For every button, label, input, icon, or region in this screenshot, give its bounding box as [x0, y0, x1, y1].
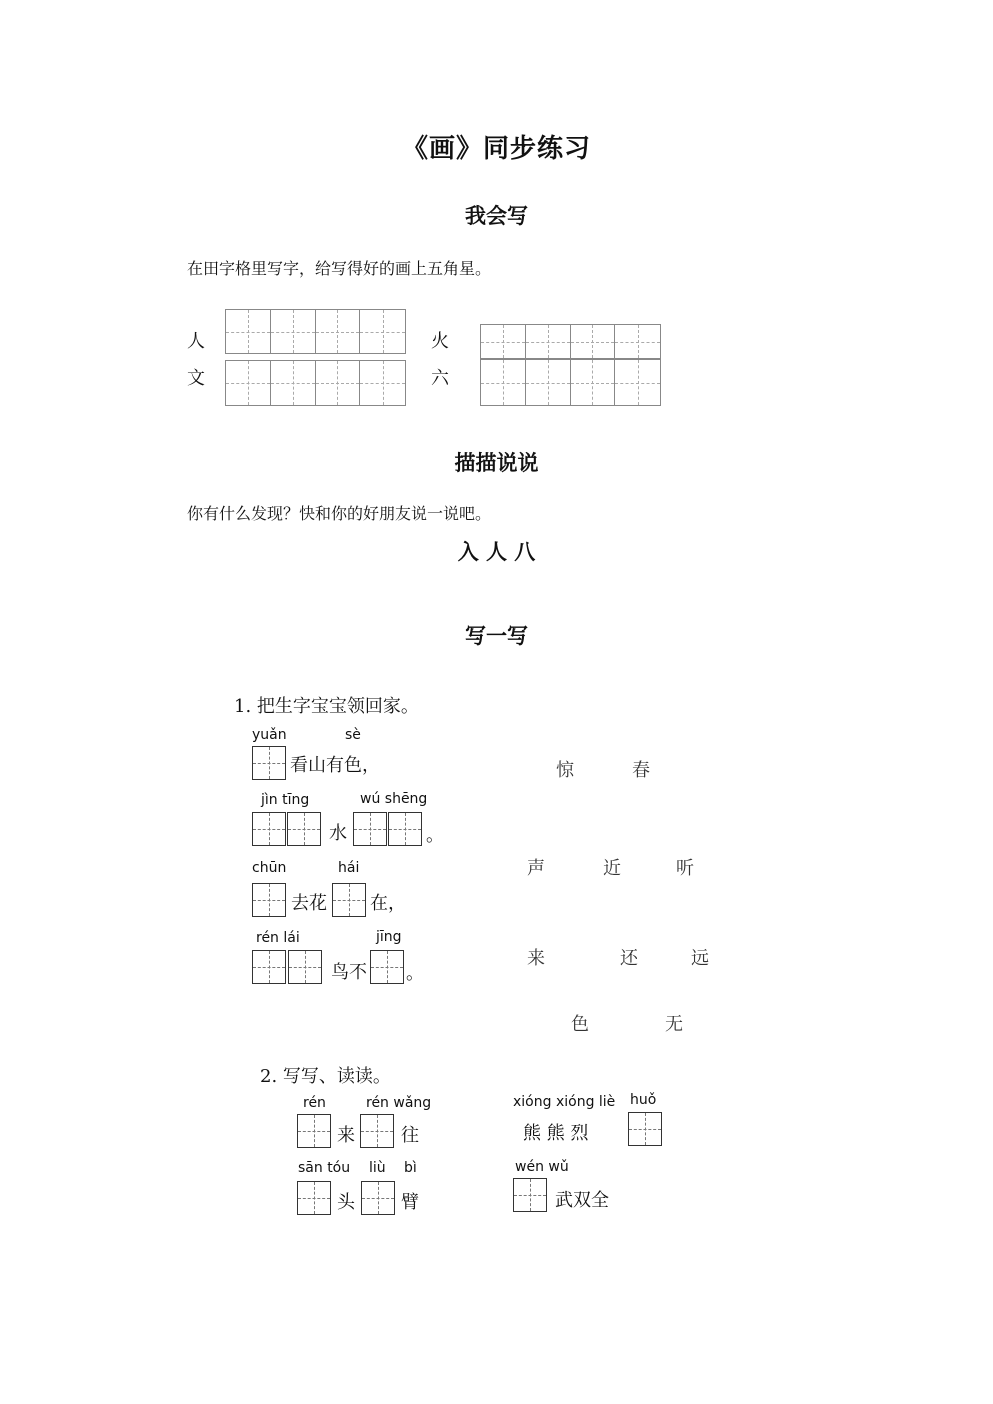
answer-box[interactable] [297, 1181, 331, 1215]
pinyin: hái [338, 860, 360, 876]
word-bank-char: 春 [632, 760, 650, 781]
answer-box[interactable] [360, 1114, 394, 1148]
word-bank-char: 色 [571, 1014, 589, 1035]
pinyin: chūn [252, 860, 287, 876]
writing-grid-wen[interactable] [225, 360, 406, 406]
answer-box[interactable] [252, 746, 286, 780]
pinyin: rén wǎng [366, 1095, 432, 1111]
pinyin: jīng [376, 929, 402, 945]
word-bank-char: 惊 [556, 760, 574, 781]
poem-text: 在， [370, 893, 406, 914]
question-2-label: 2. 写写、读读。 [260, 1066, 391, 1087]
pinyin: sè [345, 727, 361, 743]
section-heading-trace: 描描说说 [454, 450, 539, 475]
word-bank-char: 来 [527, 948, 545, 969]
page-title: 《画》同步练习 [401, 134, 591, 164]
poem-text: 去花 [291, 893, 327, 914]
question-1-label: 1. 把生字宝宝领回家。 [234, 696, 419, 717]
poem-text: 鸟不 [331, 962, 367, 983]
char-label-huo: 火 [431, 331, 449, 352]
answer-box[interactable] [370, 950, 404, 984]
instruction-trace: 你有什么发现？快和你的好朋友说一说吧。 [187, 504, 492, 523]
word-bank-char: 声 [527, 858, 545, 879]
word-bank-char: 听 [676, 858, 694, 879]
char-label-liu: 六 [431, 368, 449, 389]
char-label-wen: 文 [187, 368, 205, 389]
writing-grid-liu[interactable] [480, 359, 661, 406]
section-heading-write: 我会写 [465, 203, 528, 228]
pinyin: xióng xióng liè [513, 1094, 616, 1110]
idiom-text: 武双全 [555, 1190, 609, 1211]
answer-box[interactable] [513, 1178, 547, 1212]
poem-text: 。 [406, 963, 424, 984]
sample-characters: 入 人 八 [457, 539, 536, 564]
idiom-text: 来 [337, 1125, 355, 1146]
pinyin: rén lái [256, 930, 300, 946]
pinyin: huǒ [630, 1092, 657, 1108]
idiom-text: 臂 [401, 1192, 419, 1213]
pinyin: sān tóu [298, 1160, 351, 1176]
answer-box[interactable] [353, 812, 387, 846]
pinyin: liù [369, 1160, 386, 1176]
writing-grid-ren[interactable] [225, 309, 406, 354]
pinyin: jìn tīng [261, 792, 310, 808]
poem-text: 看山有色， [290, 755, 380, 776]
word-bank-char: 近 [603, 858, 621, 879]
instruction-write: 在田字格里写字，给写得好的画上五角星。 [187, 259, 492, 278]
writing-grid-huo[interactable] [480, 324, 661, 359]
answer-box[interactable] [332, 883, 366, 917]
answer-box[interactable] [361, 1181, 395, 1215]
idiom-text: 往 [401, 1125, 419, 1146]
char-label-ren: 人 [187, 331, 205, 352]
section-heading-writeone: 写一写 [465, 623, 528, 648]
idiom-text: 头 [337, 1192, 355, 1213]
idiom-text: 熊 熊 烈 [523, 1123, 589, 1144]
answer-box[interactable] [388, 812, 422, 846]
answer-box[interactable] [252, 812, 286, 846]
word-bank-char: 还 [620, 948, 638, 969]
pinyin: bì [404, 1160, 417, 1176]
poem-text: 。 [426, 825, 444, 846]
answer-box[interactable] [628, 1112, 662, 1146]
poem-text: 水 [329, 823, 347, 844]
pinyin: yuǎn [252, 727, 287, 743]
answer-box[interactable] [252, 883, 286, 917]
word-bank-char: 远 [691, 948, 709, 969]
answer-box[interactable] [288, 950, 322, 984]
answer-box[interactable] [252, 950, 286, 984]
answer-box[interactable] [287, 812, 321, 846]
word-bank-char: 无 [665, 1014, 683, 1035]
answer-box[interactable] [297, 1114, 331, 1148]
pinyin: wú shēng [360, 791, 428, 807]
pinyin: wén wǔ [515, 1159, 569, 1175]
pinyin: rén [303, 1095, 326, 1111]
